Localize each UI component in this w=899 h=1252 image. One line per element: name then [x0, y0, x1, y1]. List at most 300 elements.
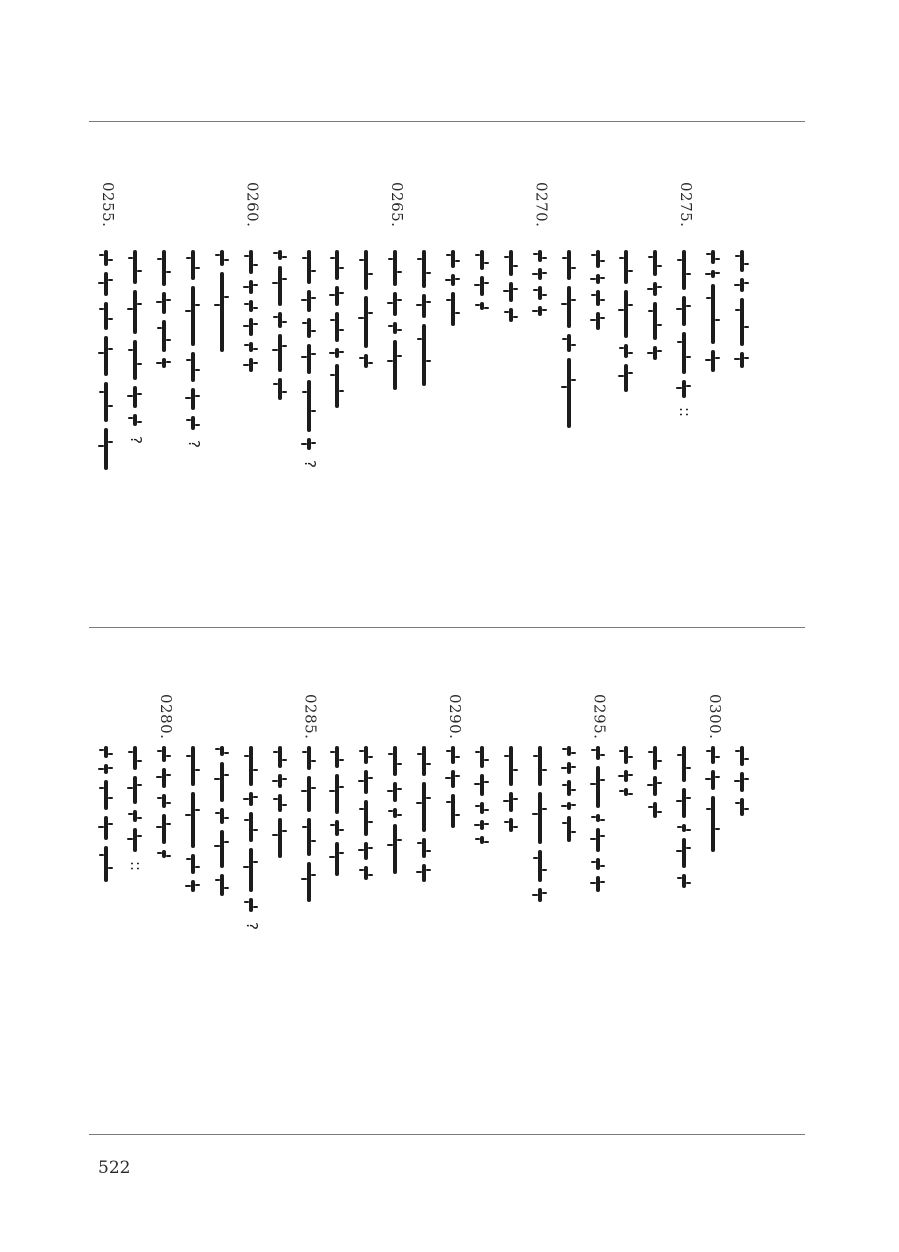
script-word-glyph: [191, 352, 195, 382]
script-word-glyph: [133, 414, 137, 426]
script-word-glyph: [162, 850, 166, 858]
script-word-glyph: [278, 266, 282, 306]
script-word-glyph: [567, 250, 571, 280]
mongolian-script-line: [358, 250, 376, 374]
script-word-glyph: [682, 250, 686, 290]
text-column: [702, 122, 728, 627]
text-column: [298, 122, 324, 627]
script-word-glyph: [133, 250, 137, 284]
script-word-glyph: [422, 838, 426, 858]
script-word-glyph: [162, 250, 166, 286]
text-column: [95, 628, 121, 1134]
mongolian-script-line: [474, 746, 492, 850]
text-column: [413, 122, 439, 627]
text-column: [298, 628, 324, 1134]
punctuation-mark: ?: [127, 436, 146, 444]
mongolian-script-line: [503, 746, 521, 838]
script-word-glyph: [422, 782, 426, 832]
script-word-glyph: [422, 250, 426, 288]
line-number: 0290.: [446, 694, 464, 740]
text-column: [240, 628, 266, 1134]
script-word-glyph: [307, 250, 311, 284]
mongolian-script-line: [590, 250, 608, 336]
script-word-glyph: [624, 250, 628, 284]
mongolian-script-line: [301, 746, 319, 908]
script-word-glyph: [104, 764, 108, 774]
script-word-glyph: [422, 324, 426, 386]
script-word-glyph: [538, 792, 542, 844]
script-word-glyph: [307, 862, 311, 902]
script-word-glyph: [335, 364, 339, 408]
script-word-glyph: [509, 792, 513, 812]
script-word-glyph: [682, 874, 686, 888]
line-number: 0300.: [706, 694, 725, 740]
script-word-glyph: [335, 774, 339, 814]
script-word-glyph: [567, 334, 571, 352]
script-word-glyph: [104, 428, 108, 470]
text-column: [269, 628, 295, 1134]
script-word-glyph: [133, 810, 137, 822]
script-word-glyph: [191, 388, 195, 410]
mongolian-script-line: [272, 250, 290, 406]
script-word-glyph: [191, 880, 195, 892]
bottom-rule: [89, 1134, 805, 1135]
script-word-glyph: [538, 268, 542, 280]
script-word-glyph: [624, 364, 628, 392]
text-column: [124, 122, 150, 627]
script-word-glyph: [364, 296, 368, 348]
mongolian-script-line: [329, 746, 347, 882]
mongolian-script-line: [561, 250, 579, 434]
script-word-glyph: [162, 320, 166, 352]
script-word-glyph: [538, 850, 542, 882]
script-word-glyph: [220, 272, 224, 352]
script-word-glyph: [162, 814, 166, 844]
script-word-glyph: [567, 286, 571, 328]
mongolian-script-line: [214, 746, 232, 902]
script-word-glyph: [104, 272, 108, 296]
mongolian-script-line: [272, 746, 290, 864]
text-column: [702, 628, 728, 1134]
script-word-glyph: [596, 250, 600, 268]
script-word-glyph: [162, 794, 166, 808]
script-word-glyph: [364, 250, 368, 290]
script-word-glyph: [133, 340, 137, 380]
script-word-glyph: [480, 836, 484, 844]
script-word-glyph: [538, 306, 542, 316]
script-word-glyph: [307, 746, 311, 770]
script-word-glyph: [220, 762, 224, 802]
script-word-glyph: [653, 802, 657, 818]
script-word-glyph: [335, 842, 339, 876]
mongolian-script-line: [532, 250, 550, 322]
script-word-glyph: [191, 250, 195, 280]
text-column: [615, 122, 641, 627]
text-column: [442, 122, 468, 627]
mongolian-script-line: [329, 250, 347, 414]
script-word-glyph: [596, 766, 600, 808]
script-word-glyph: [249, 280, 253, 294]
text-column: [384, 628, 410, 1134]
script-word-glyph: [624, 290, 628, 338]
mongolian-script-line: [705, 746, 723, 858]
text-column: [558, 628, 584, 1134]
mongolian-script-line: [474, 250, 492, 316]
script-word-glyph: [682, 824, 686, 832]
text-column: [355, 628, 381, 1134]
script-word-glyph: [509, 746, 513, 786]
script-word-glyph: [653, 776, 657, 796]
script-word-glyph: [509, 818, 513, 832]
script-word-glyph: [480, 302, 484, 310]
script-word-glyph: [220, 746, 224, 756]
script-word-glyph: [682, 746, 686, 782]
mongolian-script-line: [243, 250, 261, 378]
mongolian-script-line: [705, 250, 723, 378]
script-word-glyph: [307, 344, 311, 374]
mongolian-script-line: [387, 250, 405, 396]
script-word-glyph: [364, 354, 368, 368]
script-word-glyph: [624, 344, 628, 358]
script-word-glyph: [740, 298, 744, 346]
script-word-glyph: [307, 290, 311, 312]
mongolian-script-line: [647, 746, 665, 824]
script-word-glyph: [364, 746, 368, 764]
script-word-glyph: [596, 858, 600, 870]
script-word-glyph: [191, 416, 195, 430]
script-word-glyph: [278, 378, 282, 400]
line-number: 0260.: [243, 182, 262, 228]
script-word-glyph: [249, 250, 253, 274]
script-word-glyph: [191, 286, 195, 346]
text-column: [153, 122, 179, 627]
script-word-glyph: [220, 874, 224, 896]
script-word-glyph: [682, 838, 686, 868]
script-word-glyph: [393, 292, 397, 316]
script-word-glyph: [596, 828, 600, 852]
script-word-glyph: [220, 808, 224, 824]
line-number: 0255.: [99, 182, 118, 228]
mongolian-script-line: [676, 250, 694, 424]
text-column: [587, 628, 613, 1134]
script-word-glyph: [711, 796, 715, 852]
text-column: [731, 628, 757, 1134]
script-word-glyph: [711, 770, 715, 790]
script-word-glyph: [249, 898, 253, 912]
text-column: [124, 628, 150, 1134]
script-word-glyph: [133, 290, 137, 334]
script-word-glyph: [335, 286, 339, 306]
script-word-glyph: [653, 250, 657, 276]
text-column: [644, 628, 670, 1134]
script-word-glyph: [278, 250, 282, 260]
script-word-glyph: [307, 438, 311, 450]
script-word-glyph: [682, 788, 686, 818]
script-word-glyph: [509, 250, 513, 276]
script-word-glyph: [133, 776, 137, 804]
mongolian-script-line: [676, 746, 694, 894]
text-column: [384, 122, 410, 627]
script-word-glyph: [191, 746, 195, 786]
script-word-glyph: [740, 352, 744, 368]
script-word-glyph: [451, 274, 455, 286]
script-word-glyph: [393, 340, 397, 390]
script-word-glyph: [653, 282, 657, 296]
script-word-glyph: [653, 346, 657, 360]
mongolian-script-line: [358, 746, 376, 886]
script-word-glyph: [567, 802, 571, 810]
script-word-glyph: [162, 768, 166, 788]
script-word-glyph: [249, 792, 253, 806]
text-column: [644, 122, 670, 627]
mongolian-script-line: [445, 250, 463, 332]
text-column: [442, 628, 468, 1134]
text-column: [615, 628, 641, 1134]
script-word-glyph: [393, 808, 397, 818]
script-word-glyph: [711, 250, 715, 264]
script-word-glyph: [278, 818, 282, 858]
mongolian-script-line: [185, 746, 203, 898]
script-word-glyph: [393, 824, 397, 874]
script-word-glyph: [133, 746, 137, 770]
script-word-glyph: [596, 312, 600, 330]
script-word-glyph: [249, 300, 253, 312]
script-word-glyph: [538, 286, 542, 300]
script-word-glyph: [104, 816, 108, 840]
script-word-glyph: [567, 746, 571, 756]
mongolian-script-line: [185, 250, 203, 456]
line-number: 0265.: [388, 182, 407, 228]
text-column: [355, 122, 381, 627]
script-word-glyph: [740, 278, 744, 292]
script-word-glyph: [596, 290, 600, 306]
mongolian-script-line: [647, 250, 665, 366]
script-word-glyph: [711, 350, 715, 372]
script-word-glyph: [364, 800, 368, 836]
upper-text-panel: [89, 122, 805, 627]
script-word-glyph: [480, 250, 484, 270]
script-word-glyph: [596, 746, 600, 760]
text-column: [211, 122, 237, 627]
script-word-glyph: [682, 332, 686, 374]
text-column: [182, 628, 208, 1134]
mongolian-script-line: [618, 746, 636, 802]
text-column: [240, 122, 266, 627]
mongolian-script-line: [416, 250, 434, 392]
script-word-glyph: [624, 770, 628, 782]
script-word-glyph: [278, 334, 282, 372]
script-word-glyph: [509, 282, 513, 302]
script-word-glyph: [624, 746, 628, 764]
script-word-glyph: [567, 816, 571, 842]
script-word-glyph: [133, 828, 137, 852]
script-word-glyph: [567, 762, 571, 774]
script-word-glyph: [364, 866, 368, 880]
mongolian-script-line: [301, 250, 319, 476]
script-word-glyph: [567, 780, 571, 796]
script-word-glyph: [682, 380, 686, 398]
script-word-glyph: [307, 776, 311, 812]
mongolian-script-line: [445, 746, 463, 834]
script-word-glyph: [104, 336, 108, 376]
script-word-glyph: [335, 250, 339, 280]
script-word-glyph: [451, 746, 455, 764]
script-word-glyph: [711, 284, 715, 344]
mongolian-script-line: [156, 250, 174, 374]
script-word-glyph: [278, 746, 282, 768]
line-number: 0295.: [590, 694, 609, 740]
script-word-glyph: [104, 846, 108, 882]
script-word-glyph: [740, 746, 744, 766]
script-word-glyph: [191, 792, 195, 848]
text-column: [326, 122, 352, 627]
mongolian-script-line: [618, 250, 636, 398]
script-word-glyph: [364, 842, 368, 860]
text-column: [529, 628, 555, 1134]
script-word-glyph: [133, 386, 137, 408]
script-word-glyph: [596, 876, 600, 892]
page-number: 522: [98, 1158, 131, 1178]
script-word-glyph: [307, 318, 311, 338]
script-word-glyph: [104, 780, 108, 810]
script-word-glyph: [335, 820, 339, 836]
script-word-glyph: [653, 746, 657, 770]
text-column: [413, 628, 439, 1134]
script-word-glyph: [624, 788, 628, 796]
script-word-glyph: [596, 274, 600, 284]
script-word-glyph: [249, 342, 253, 352]
mongolian-script-line: [387, 746, 405, 880]
text-column: [500, 122, 526, 627]
script-word-glyph: [249, 358, 253, 372]
script-word-glyph: [307, 818, 311, 856]
punctuation-mark: ::: [676, 406, 695, 418]
script-word-glyph: [682, 296, 686, 326]
script-word-glyph: [393, 250, 397, 286]
mongolian-script-line: [734, 250, 752, 374]
script-word-glyph: [451, 794, 455, 828]
mongolian-script-line: [98, 746, 116, 888]
text-column: [269, 122, 295, 627]
script-word-glyph: [538, 746, 542, 786]
text-column: [326, 628, 352, 1134]
text-column: [529, 122, 555, 627]
script-word-glyph: [567, 358, 571, 428]
script-word-glyph: [278, 794, 282, 812]
script-word-glyph: [451, 292, 455, 326]
mongolian-script-line: [127, 250, 145, 452]
text-column: [182, 122, 208, 627]
text-column: [731, 122, 757, 627]
mongolian-script-line: [214, 250, 232, 358]
mongolian-script-line: [734, 746, 752, 822]
script-word-glyph: [509, 308, 513, 322]
text-column: [211, 628, 237, 1134]
script-word-glyph: [249, 746, 253, 786]
mongolian-script-line: [590, 746, 608, 898]
script-word-glyph: [480, 774, 484, 796]
mongolian-script-line: [127, 746, 145, 878]
script-word-glyph: [393, 746, 397, 776]
mongolian-script-line: [416, 746, 434, 888]
script-word-glyph: [364, 770, 368, 794]
script-word-glyph: [480, 802, 484, 814]
script-word-glyph: [451, 770, 455, 788]
script-word-glyph: [249, 812, 253, 842]
script-word-glyph: [191, 854, 195, 874]
script-word-glyph: [335, 746, 339, 768]
lower-text-panel: [89, 628, 805, 1134]
script-word-glyph: [220, 250, 224, 266]
text-column: [587, 122, 613, 627]
text-column: [500, 628, 526, 1134]
script-word-glyph: [480, 820, 484, 830]
script-word-glyph: [104, 382, 108, 422]
script-word-glyph: [711, 270, 715, 278]
script-word-glyph: [538, 250, 542, 262]
text-column: [673, 122, 699, 627]
script-word-glyph: [740, 250, 744, 272]
mongolian-script-line: [243, 746, 261, 938]
script-word-glyph: [451, 250, 455, 268]
script-word-glyph: [104, 250, 108, 266]
mongolian-script-line: [156, 746, 174, 864]
punctuation-mark: ?: [184, 440, 203, 448]
text-column: [471, 628, 497, 1134]
script-word-glyph: [249, 318, 253, 336]
line-number: 0270.: [532, 182, 551, 228]
mongolian-script-line: [98, 250, 116, 476]
script-word-glyph: [422, 864, 426, 882]
script-word-glyph: [653, 302, 657, 340]
script-word-glyph: [480, 746, 484, 768]
mongolian-script-line: [561, 746, 579, 848]
text-column: [471, 122, 497, 627]
script-word-glyph: [422, 746, 426, 776]
script-word-glyph: [220, 830, 224, 868]
script-word-glyph: [249, 848, 253, 892]
line-number: 0280.: [157, 694, 175, 740]
script-word-glyph: [162, 746, 166, 762]
script-word-glyph: [104, 302, 108, 330]
script-word-glyph: [740, 772, 744, 792]
line-number: 0275.: [677, 182, 696, 228]
text-column: [95, 122, 121, 627]
script-word-glyph: [307, 380, 311, 432]
script-word-glyph: [162, 292, 166, 314]
script-word-glyph: [538, 888, 542, 902]
punctuation-mark: ?: [242, 922, 261, 930]
script-word-glyph: [278, 312, 282, 328]
mongolian-script-line: [503, 250, 521, 328]
script-word-glyph: [740, 798, 744, 816]
script-word-glyph: [393, 782, 397, 802]
script-word-glyph: [711, 746, 715, 764]
mongolian-script-line: [532, 746, 550, 908]
script-word-glyph: [162, 358, 166, 368]
text-column: [673, 628, 699, 1134]
script-word-glyph: [393, 322, 397, 334]
script-word-glyph: [335, 348, 339, 358]
text-column: [153, 628, 179, 1134]
script-word-glyph: [596, 814, 600, 822]
script-word-glyph: [335, 312, 339, 342]
punctuation-mark: ::: [127, 860, 146, 872]
line-number: 0285.: [301, 694, 320, 740]
punctuation-mark: ?: [300, 460, 319, 468]
text-column: [558, 122, 584, 627]
script-word-glyph: [422, 294, 426, 318]
